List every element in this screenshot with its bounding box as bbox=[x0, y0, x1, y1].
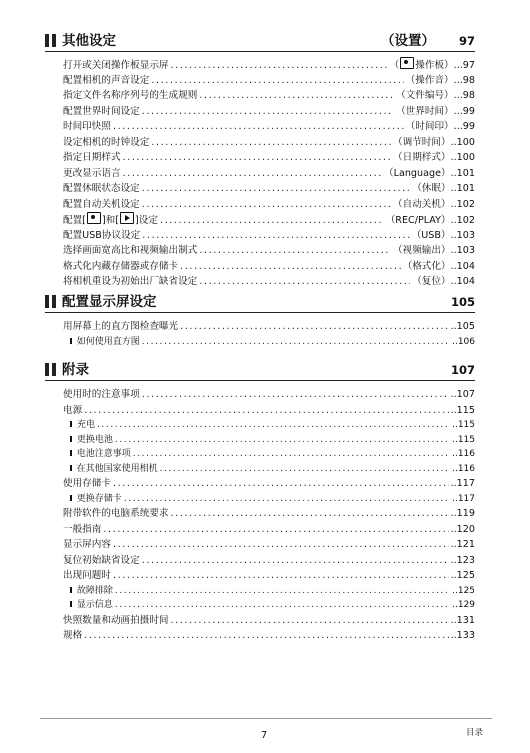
toc-subentry[interactable]: 如何使用直方图 ..... ..106 bbox=[63, 335, 475, 350]
bullet-icon bbox=[70, 495, 72, 501]
section-marker-icon bbox=[45, 363, 49, 376]
toc-entry[interactable]: 显示屏内容 ..... ..121 bbox=[63, 537, 475, 553]
toc-subentry[interactable]: 更换电池 ..... ..115 bbox=[63, 433, 475, 448]
toc-entry[interactable]: 时间印快照 ..... （时间印） ...99 bbox=[63, 119, 475, 135]
play-icon bbox=[120, 212, 134, 224]
toc-entry[interactable]: 格式化内藏存储器或存储卡 ..... （格式化） ..104 bbox=[63, 259, 475, 275]
section-marker-icon bbox=[45, 34, 49, 47]
section-subtitle: （设置） bbox=[380, 33, 435, 49]
footer-divider bbox=[40, 718, 492, 719]
toc-list bbox=[45, 319, 475, 349]
toc-entry[interactable]: 电源 ..... ..115 bbox=[63, 403, 475, 419]
section-display-settings bbox=[45, 291, 475, 349]
section-header bbox=[45, 359, 475, 381]
toc-entry[interactable]: 选择画面宽高比和视频输出制式 ..... （视频输出） ..103 bbox=[63, 243, 475, 259]
toc-subentry[interactable]: 电池注意事项 ..... ..116 bbox=[63, 447, 475, 462]
section-marker-icon bbox=[45, 295, 49, 308]
section-page[interactable]: 97 bbox=[458, 34, 475, 48]
toc-entry[interactable]: 使用时的注意事项 ..... ..107 bbox=[63, 387, 475, 403]
toc-entry[interactable]: 规格 ..... ..133 bbox=[63, 628, 475, 644]
toc-entry[interactable]: 出现问题时 ..... ..125 bbox=[63, 568, 475, 584]
toc-entry[interactable]: 更改显示语言 ..... （Language） ..101 bbox=[63, 166, 475, 182]
section-marker-icon bbox=[52, 363, 56, 376]
section-title: 其他设定 bbox=[62, 33, 116, 49]
section-header bbox=[45, 291, 475, 313]
section-page[interactable]: 107 bbox=[450, 363, 475, 377]
bullet-icon bbox=[70, 450, 72, 456]
toc-entry[interactable]: 配置休眠状态设定 ..... （休眠） ..101 bbox=[63, 181, 475, 197]
bullet-icon bbox=[70, 587, 72, 593]
section-header bbox=[45, 30, 475, 52]
toc-entry[interactable]: 打开或关闭操作板显示屏 ..... （ 操作板） ...97 bbox=[63, 57, 475, 73]
toc-entry[interactable]: 附带软件的电脑系统要求 ..... ..119 bbox=[63, 506, 475, 522]
toc-entry[interactable]: 配置世界时间设定 ..... （世界时间） ...99 bbox=[63, 104, 475, 120]
bullet-icon bbox=[70, 601, 72, 607]
camera-icon bbox=[400, 57, 414, 69]
camera-icon bbox=[87, 212, 101, 224]
toc-entry[interactable]: 指定日期样式 ..... （日期样式） ..100 bbox=[63, 150, 475, 166]
section-marker-icon bbox=[52, 34, 56, 47]
section-marker-icon bbox=[52, 295, 56, 308]
section-other-settings bbox=[45, 30, 475, 290]
toc-entry[interactable]: 指定文件名称序列号的生成规则 ..... （文件编号） ...98 bbox=[63, 88, 475, 104]
bullet-icon bbox=[70, 338, 72, 344]
section-title: 附录 bbox=[62, 362, 89, 378]
bullet-icon bbox=[70, 421, 72, 427]
toc-entry[interactable]: 将相机重设为初始出厂缺省设定 ..... （复位） ..104 bbox=[63, 274, 475, 290]
toc-entry[interactable]: 配置相机的声音设定 ..... （操作音） ...98 bbox=[63, 73, 475, 89]
toc-list bbox=[45, 57, 475, 290]
toc-entry[interactable]: 用屏幕上的直方图检查曝光 ..... ..105 bbox=[63, 319, 475, 335]
toc-list bbox=[45, 387, 475, 644]
section-appendix bbox=[45, 359, 475, 644]
toc-entry[interactable]: 一般指南 ..... ..120 bbox=[63, 522, 475, 538]
section-page[interactable]: 105 bbox=[450, 295, 475, 309]
toc-subentry[interactable]: 充电 ..... ..115 bbox=[63, 418, 475, 433]
toc-entry[interactable]: 复位初始缺省设定 ..... ..123 bbox=[63, 553, 475, 569]
toc-entry[interactable]: 配置USB协议设定 ..... （USB） ..103 bbox=[63, 228, 475, 244]
bullet-icon bbox=[70, 465, 72, 471]
footer-label[interactable]: 目录 bbox=[466, 728, 484, 738]
toc-entry[interactable]: 使用存储卡 ..... ..117 bbox=[63, 476, 475, 492]
toc-subentry[interactable]: 更换存储卡 ..... ..117 bbox=[63, 492, 475, 507]
toc-subentry[interactable]: 在其他国家使用相机 ..... ..116 bbox=[63, 462, 475, 477]
section-title: 配置显示屏设定 bbox=[62, 294, 157, 310]
toc-entry[interactable]: 配置[ ]和[ ]设定 ..... （REC/PLAY） ..102 bbox=[63, 212, 475, 228]
page-number: 7 bbox=[260, 730, 268, 741]
toc-subentry[interactable]: 显示信息 ..... ..129 bbox=[63, 598, 475, 613]
toc-entry[interactable]: 配置自动关机设定 ..... （自动关机） ..102 bbox=[63, 197, 475, 213]
toc-subentry[interactable]: 故障排除 ..... ..125 bbox=[63, 584, 475, 599]
toc-entry[interactable]: 快照数量和动画拍摄时间 ..... ..131 bbox=[63, 613, 475, 629]
bullet-icon bbox=[70, 436, 72, 442]
toc-entry[interactable]: 设定相机的时钟设定 ..... （调节时间） ..100 bbox=[63, 135, 475, 151]
